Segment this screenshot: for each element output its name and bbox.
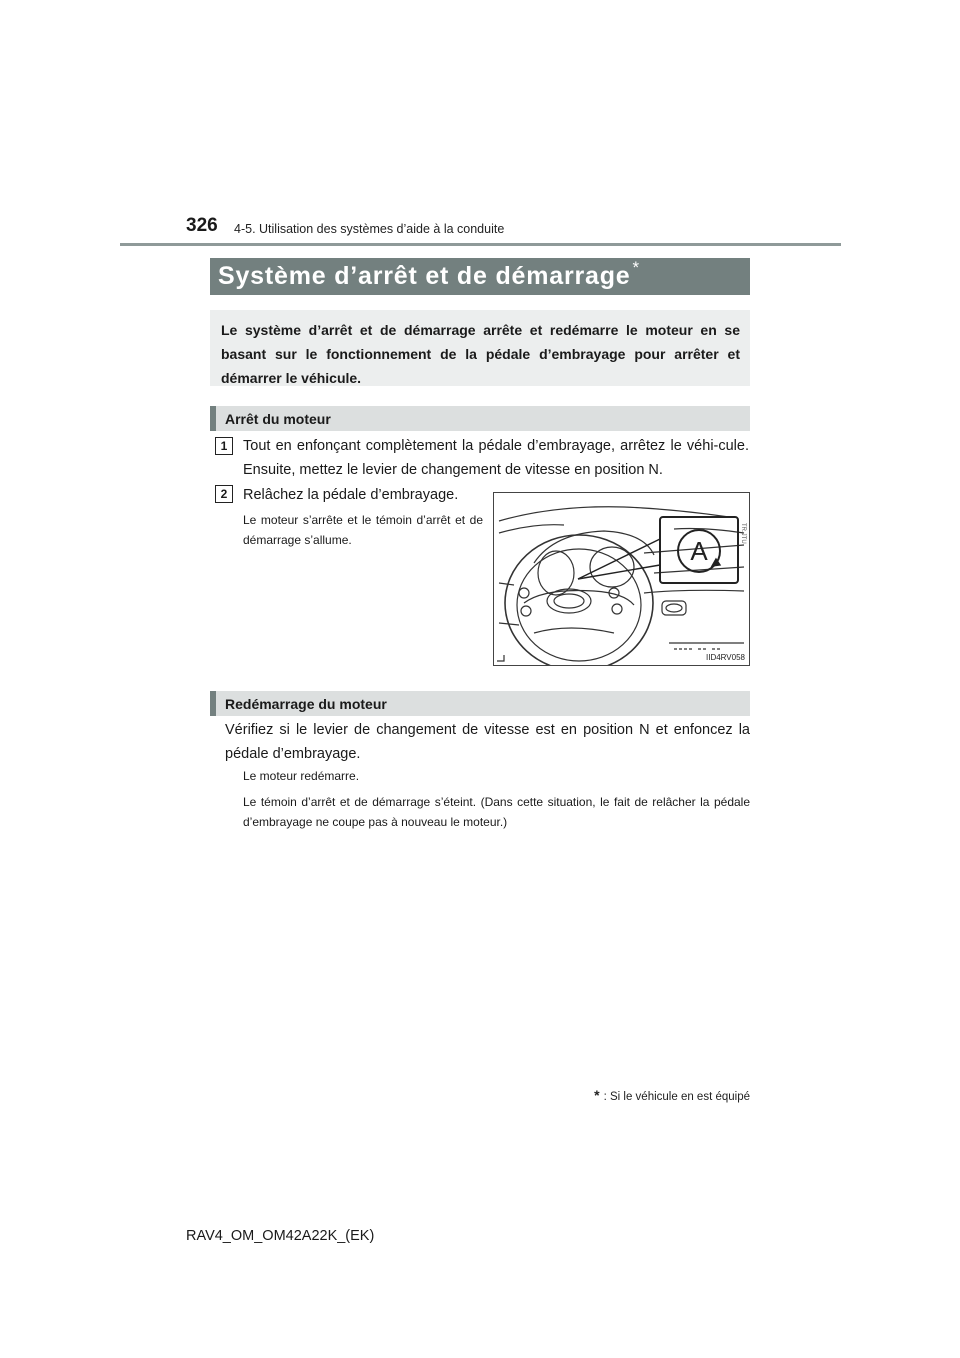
step-2-text: Relâchez la pédale d’embrayage. bbox=[243, 487, 459, 503]
step-2-note: Le moteur s’arrête et le témoin d’arrêt et de démarrage s’allume. bbox=[243, 513, 483, 547]
side-code: TR.JTU bbox=[740, 523, 746, 544]
equipment-asterisk-icon: * bbox=[632, 257, 640, 277]
intro-text: Le système d’arrêt et de démarrage arrête et redémarre le moteur en se basant sur le fonctionnement de la pédale d’embrayage pour arrêter et démarrer le véhicule. bbox=[221, 322, 740, 386]
dashboard-illustration bbox=[493, 492, 750, 666]
footnote-asterisk-icon: * bbox=[594, 1087, 600, 1103]
section-header: 4-5. Utilisation des systèmes d’aide à la conduite bbox=[234, 222, 505, 236]
restart-section-heading: Redémarrage du moteur bbox=[210, 691, 750, 716]
restart-text: Vérifiez si le levier de changement de vitesse est en position N et enfoncez la pédale d’embrayage. bbox=[225, 722, 750, 762]
illustration-code: IID4RV058 bbox=[706, 653, 745, 662]
stop-section-heading: Arrêt du moteur bbox=[210, 406, 750, 431]
step-number-2: 2 bbox=[215, 485, 233, 503]
restart-note-2: Le témoin d’arrêt et de démarrage s’éteint. (Dans cette situation, le fait de relâcher la pédale d’embrayage ne coupe pas à nouveau le moteur.) bbox=[243, 795, 750, 829]
callout-label: A bbox=[690, 536, 708, 566]
intro-box bbox=[210, 310, 750, 386]
step-number-1: 1 bbox=[215, 437, 233, 455]
page-number: 326 bbox=[186, 215, 218, 236]
title-bar bbox=[210, 258, 750, 295]
restart-note-1: Le moteur redémarre. bbox=[243, 769, 360, 783]
footnote bbox=[579, 1087, 750, 1103]
steering-wheel-illustration bbox=[494, 493, 749, 665]
footnote-text: : Si le véhicule en est équipé bbox=[603, 1091, 750, 1103]
step-1-text: Tout en enfonçant complètement la pédale d’embrayage, arrêtez le véhi-cule. Ensuite, mettez le levier de changement de vitesse en position N. bbox=[243, 438, 749, 478]
footer-code: RAV4_OM_OM42A22K_(EK) bbox=[186, 1228, 375, 1244]
page-title: Système d’arrêt et de démarrage bbox=[218, 262, 631, 290]
header-rule bbox=[120, 243, 841, 246]
